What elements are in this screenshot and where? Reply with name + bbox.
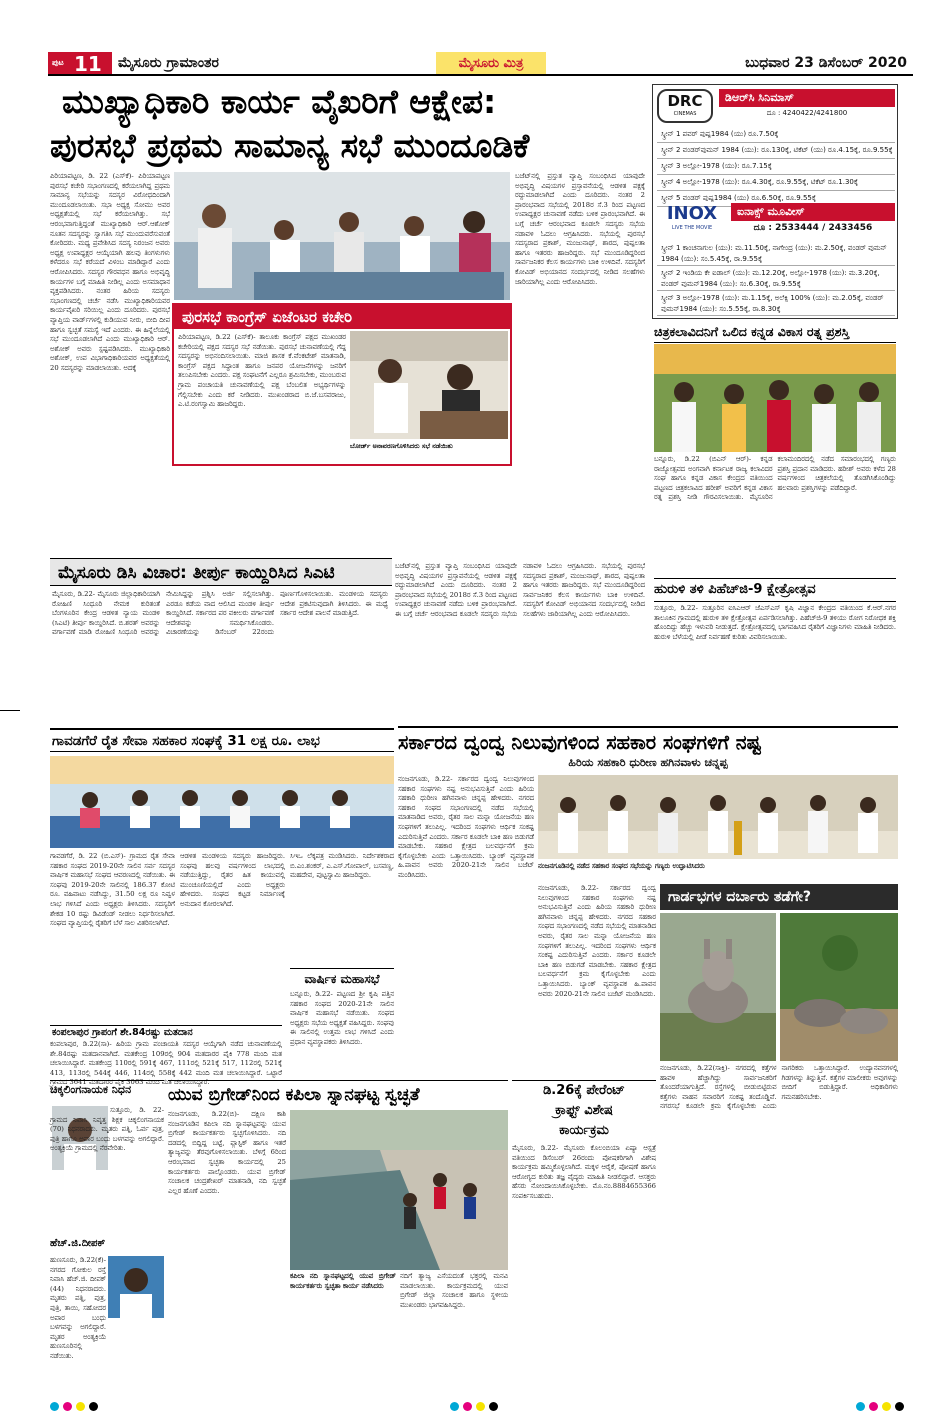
lead-headline-line2: ಪುರಸಭೆ ಪ್ರಥಮ ಸಾಮಾನ್ಯ ಸಭೆ ಮುಂದೂಡಿಕೆ <box>50 126 530 165</box>
obit2-headline: ಹೆಚ್.ಜಿ.ದೀಪಕ್ <box>50 1238 106 1249</box>
inox-logo <box>657 203 727 237</box>
portrait-icon <box>108 1256 164 1318</box>
inox-title-bar <box>731 203 895 221</box>
lead-body-right: ಬಜೆಟ್‌ನಲ್ಲಿ ಪ್ರಸ್ತುತ ವ್ಯಾಪ್ತಿ ಸಂಬಂಧಿಸಿದ ಯಾವುದೇ ಅಭಿವೃದ್ಧಿ ವಿಷಯಗಳ ಪ್ರಸ್ತಾವನೆಯಲ್ಲಿ ಆಡಳಿತ ಪಕ್ಷಕ್ಕೆ ರದ್ದುಮಾಡಲಾಗಿದೆ ಎಂದು ದೂರಿದರು. ನಂತರ 2 ಪ್ರಾರಂಭವಾದ ಸಭೆಯಲ್ಲಿ 2018ರ ಸೆ.3 ರಿಂದ ಪಟ್ಟಣದ ಉಪಾಧ್ಯಕ್ಷರ ಚುನಾವಣೆ ನಡೆದು ಬಳಿಕ ಪ್ರಾರಂಭವಾಗಿದೆ. ಈ ಬಗ್ಗೆ ಚರ್ಚೆ ಆರಂಭವಾದ ಕೂಡಲೇ ಸದಸ್ಯರು ಸಭೆಯ ನಡಾವಳಿ ಓದಲು ಆಗ್ರಹಿಸಿದರು. ಸಭೆಯಲ್ಲಿ ಪುರಸಭೆ ಸದಸ್ಯರಾದ ಪ್ರಕಾಶ್, ಮಂಜುನಾಥ್, ಶಾರದ, ಪುಷ್ಪಲತಾ ಹಾಗೂ ಇತರರು ಹಾಜರಿದ್ದರು. ಸಭೆ ಮುಂದೂಡಿದ್ದರಿಂದ ಸಾರ್ವಜನಿಕರ ಕೆಲಸ ಕಾರ್ಯಗಳು ಬಾಕಿ ಉಳಿದಿವೆ. ಸದಸ್ಯರಿಗೆ ಕೋವಿಡ್ ಅಭಿಯಾನದ ಸಂದರ್ಭದಲ್ಲಿ ನೀಡಿದ ಸಲಹೆಗಳು ಜಾರಿಯಾಗಿಲ್ಲ ಎಂದು ಆರೋಪಿಸಿದರು. <box>515 172 645 286</box>
youth-photo-caption: ಕಪಿಲಾ ನದಿ ಸ್ನಾನಘಟ್ಟದಲ್ಲಿ ಯುವ ಬ್ರಿಗೇಡ್ ಕಾರ್ಯಕರ್ತರು ಸ್ವಚ್ಛತಾ ಕಾರ್ಯ ನಡೆಸಿದರು <box>290 1272 396 1290</box>
dc-headline-bar <box>50 558 392 586</box>
obit2-body: ಹುಣಸೂರು, ಡಿ.22(ಕೆ)- ನಗರದ ಗೋಕುಲ ರಸ್ತೆ ನಿವಾಸಿ ಹೆಚ್.ಜಿ. ದೀಪಕ್ (44) ನಿಧನರಾದರು. ಮೃತರು ಪತ್ನಿ, ಪುತ್ರ, ಪುತ್ರಿ, ತಾಯಿ, ಸಹೋದರ ಅಪಾರ ಬಂಧು ಬಳಗವನ್ನು ಅಗಲಿದ್ದಾರೆ. ಮೃತರ ಅಂತ್ಯಕ್ರಿಯೆ ಹುಣಸೂರಿನಲ್ಲಿ ನಡೆಯಿತು. <box>50 1256 106 1360</box>
page-number: 11 <box>74 52 102 76</box>
garden-photo-1 <box>660 913 776 1061</box>
office-illustration <box>350 331 508 439</box>
award-headline: ಚಿತ್ರಕಲಾವಿದನಿಗೆ ಒಲಿದ ಕನ್ನಡ ವಿಕಾಸ ರತ್ನ ಪ್ರಶಸ್ತಿ <box>654 322 896 343</box>
inox-row: ಸ್ಕ್ರೀನ್ 3 ಅಲ್ಲೋ-1978 (ಯು): ಮ.1.15ಕ್ಕೆ, ಅಲೆಕ್ಸಿ 100% (ಯು): ಮ.2.05ಕ್ಕೆ, ವಂಡರ್ ವುಮನ್1984 (ಯು): ಸಂ.5.55ಕ್ಕೆ, ರಾ.8.30ಕ್ಕೆ <box>657 291 895 316</box>
inox-schedule <box>657 241 895 316</box>
annual-headline: ವಾರ್ಷಿಕ ಮಹಾಸಭೆ <box>290 968 394 989</box>
obit1-headline: ಚಿಕ್ಕಲಿಂಗನಾಯಕ ನಿಧನ <box>50 1080 164 1099</box>
garden-photo-2 <box>780 913 898 1061</box>
inox-title: ಐನಾಕ್ಸ್ ಮೂವೀಸ್ <box>737 205 805 218</box>
cinema-box <box>652 84 898 319</box>
award-body: ಬನ್ನೂರು, ಡಿ.22 (ಬಿಎನ್ ಆರ್)- ಕನ್ನಡ ರಾಜ್ಯೋತ್ಸವದ ಅಂಗವಾಗಿ ಕರ್ನಾಟಕ ರಾಜ್ಯ ಕಲಾವಿದರ ಸಂಘ ಹಾಗೂ ಕನ್ನಡ ವಿಕಾಸ ಕೇಂದ್ರದ ವತಿಯಿಂದ ಪಟ್ಟಣದ ಚಿತ್ರಕಲಾವಿದ ಹರೀಶ್ ಅವರಿಗೆ ಕನ್ನಡ ವಿಕಾಸ ರತ್ನ ಪ್ರಶಸ್ತಿ ನೀಡಿ ಗೌರವಿಸಲಾಯಿತು. ಮೈಸೂರಿನ ಕಲಾಮಂದಿರದಲ್ಲಿ ನಡೆದ ಸಮಾರಂಭದಲ್ಲಿ ಗಣ್ಯರು ಪ್ರಶಸ್ತಿ ಪ್ರದಾನ ಮಾಡಿದರು. ಹರೀಶ್ ಅವರು ಕಳೆದ 28 ವರ್ಷಗಳಿಂದ ಚಿತ್ರಕಲೆಯಲ್ಲಿ ತೊಡಗಿಸಿಕೊಂಡಿದ್ದು ಹಲವಾರು ಪ್ರಶಸ್ತಿಗಳನ್ನು ಪಡೆದಿದ್ದಾರೆ. <box>654 455 896 502</box>
registration-dot <box>476 1402 485 1411</box>
dc-body: ಮೈಸೂರು, ಡಿ.22- ಮೈಸೂರು ಜಿಲ್ಲಾಧಿಕಾರಿಯಾಗಿ ರೋಹಿಣಿ ಸಿಂಧೂರಿ ನೇಮಕ ಕುರಿತಂತೆ ಬೆಂಗಳೂರಿನ ಕೇಂದ್ರ ಆಡಳಿತ ನ್ಯಾಯ ಮಂಡಳಿ (ಸಿಎಟಿ) ತೀರ್ಪು ಕಾಯ್ದಿರಿಸಿದೆ. ಬಿ.ಶರತ್ ಅವರನ್ನು ವರ್ಗಾವಣೆ ಮಾಡಿ ರೋಹಿಣಿ ಸಿಂಧೂರಿ ಅವರನ್ನು ನೇಮಿಸಿದ್ದನ್ನು ಪ್ರಶ್ನಿಸಿ ಅರ್ಜಿ ಸಲ್ಲಿಸಲಾಗಿತ್ತು. ಎರಡೂ ಕಡೆಯ ವಾದ ಆಲಿಸಿದ ಮಂಡಳಿ ತೀರ್ಪು ಕಾಯ್ದಿರಿಸಿದೆ. ಸರ್ಕಾರದ ಪರ ವಕೀಲರು ವರ್ಗಾವಣೆ ಆದೇಶವನ್ನು ಸಮರ್ಥಿಸಿಕೊಂಡರು. ವಿಚಾರಣೆಯನ್ನು ಡಿಸೆಂಬರ್ 22ರಂದು ಪೂರ್ಣಗೊಳಿಸಲಾಯಿತು. ಮಂಡಳಿಯ ಸದಸ್ಯರು ಆದೇಶ ಪ್ರಕಟಿಸುವುದಾಗಿ ತಿಳಿಸಿದರು. ಈ ಮಧ್ಯೆ ಸರ್ಕಾರ ಆದೇಶ ಪಾಲನೆ ಮಾಡುತ್ತಿದೆ. <box>52 590 388 637</box>
drc-logo <box>657 89 713 123</box>
registration-dot <box>895 1402 904 1411</box>
crop-mark <box>0 710 20 711</box>
page-label: ಪುಟ <box>52 58 64 67</box>
donkey-illustration <box>660 913 776 1061</box>
lead-photo <box>174 172 510 300</box>
cooperative-meeting-illustration <box>50 756 394 848</box>
registration-dot <box>463 1402 472 1411</box>
dec26-headline-3: ಕಾರ್ಯಕ್ರಮ <box>559 1123 609 1138</box>
youth-body-left: ನಂಜನಗೂಡು, ಡಿ.22(ಬಿ)- ದಕ್ಷಿಣ ಕಾಶಿ ನಂಜನಗೂಡಿನ ಕಪಿಲಾ ನದಿ ಸ್ನಾನಘಟ್ಟವನ್ನು ಯುವ ಬ್ರಿಗೇಡ್ ಕಾರ್ಯಕರ್ತರು ಸ್ವಚ್ಛಗೊಳಿಸಿದರು. ನದಿ ದಡದಲ್ಲಿ ಬಿದ್ದಿದ್ದ ಬಟ್ಟೆ, ಪ್ಲಾಸ್ಟಿಕ್ ಹಾಗೂ ಇತರೆ ತ್ಯಾಜ್ಯವನ್ನು ತೆರವುಗೊಳಿಸಲಾಯಿತು. ಬೆಳಿಗ್ಗೆ 6ರಿಂದ ಆರಂಭವಾದ ಸ್ವಚ್ಛತಾ ಕಾರ್ಯದಲ್ಲಿ 25 ಕಾರ್ಯಕರ್ತರು ಪಾಲ್ಗೊಂಡರು. ಯುವ ಬ್ರಿಗೇಡ್ ಸಂಚಾಲಕ ಚಂದ್ರಶೇಖರ್ ಮಾತನಾಡಿ, ನದಿ ಸ್ವಚ್ಛತೆ ಎಲ್ಲರ ಹೊಣೆ ಎಂದರು. <box>168 1110 286 1195</box>
cooperative-body: ಗಾವಡಗೆರೆ, ಡಿ. 22 (ಬಿ.ಎಸ್)- ಗ್ರಾಮದ ರೈತ ಸೇವಾ ಸಹಕಾರ ಸಂಘದ 2019-20ನೇ ಸಾಲಿನ ಸರ್ವ ಸದಸ್ಯರ ವಾರ್ಷಿಕ ಮಹಾಸಭೆ ಸಂಘದ ಆವರಣದಲ್ಲಿ ನಡೆಯಿತು. ಈ ಸಂಘವು 2019-20ನೇ ಸಾಲಿನಲ್ಲಿ 186.37 ಕೋಟಿ ರೂ. ವಹಿವಾಟು ನಡೆಸಿದ್ದು, 31.50 ಲಕ್ಷ ರೂ ನಿವ್ವಳ ಲಾಭ ಗಳಿಸಿದೆ ಎಂದು ಅಧ್ಯಕ್ಷರು ತಿಳಿಸಿದರು. ಸದಸ್ಯರಿಗೆ ಶೇಕಡ 10 ರಷ್ಟು ಡಿವಿಡೆಂಡ್ ನೀಡಲು ನಿರ್ಧರಿಸಲಾಗಿದೆ. ಸಂಘದ ವ್ಯಾಪ್ತಿಯಲ್ಲಿ ರೈತರಿಗೆ ಬೆಳೆ ಸಾಲ ವಿತರಿಸಲಾಗಿದೆ. <box>50 852 175 928</box>
cooperative-headline-bar <box>50 728 394 752</box>
youth-headline: ಯುವ ಬ್ರಿಗೇಡ್‌ನಿಂದ ಕಪಿಲಾ ಸ್ನಾನಘಟ್ಟ ಸ್ವಚ್ಛತೆ <box>168 1080 508 1109</box>
lead-body-left: ಪಿರಿಯಾಪಟ್ಟಣ, ಡಿ. 22 (ಎಸ್‌ಕೆ)- ಪಿರಿಯಾಪಟ್ಟಣ ಪುರಸಭೆ ಕಚೇರಿ ಸಭಾಂಗಣದಲ್ಲಿ ಕರೆಯಲಾಗಿದ್ದ ಪ್ರಥಮ ಸಾಮಾನ್ಯ ಸಭೆಯನ್ನು ಸದಸ್ಯರ ವಿರೋಧದಿಂದಾಗಿ ಮುಂದೂಡಲಾಯಿತು. ಸಭಾ ಅಧ್ಯಕ್ಷ ಸೋಮು ಅವರ ಅಧ್ಯಕ್ಷತೆಯಲ್ಲಿ ಸಭೆ ಕರೆಯಲಾಗಿತ್ತು. ಸಭೆ ಆರಂಭವಾಗುತ್ತಿದ್ದಂತೆ ಮುಖ್ಯಾಧಿಕಾರಿ ಆರ್.ಆಶೋಕ್ ನೂತನ ಸದಸ್ಯರನ್ನು ಸ್ವಾಗತಿಸಿ ಸಭೆ ಮುಂದುವರೆಸುವಂತೆ ಕೋರಿದರು. ಮಧ್ಯ ಪ್ರವೇಶಿಸಿದ ಸದಸ್ಯ ನಿರಂಜನ ಅವರು ಅಧ್ಯಕ್ಷ ಉಪಾಧ್ಯಕ್ಷರ ಆಯ್ಕೆಯಾಗಿ ಹಲವು ತಿಂಗಳುಗಳು ಕಳೆದರೂ ಸಭೆ ಕರೆಯದೆ ವಿಳಂಬ ಮಾಡಿದ್ದಾರೆ ಎಂದು ಆರೋಪಿಸಿದರು. ಸದಸ್ಯರ ಗೌರವಧನ ಹಾಗೂ ಅಭಿವೃದ್ಧಿ ಕಾರ್ಯಗಳ ಬಗ್ಗೆ ಮಾಹಿತಿ ನೀಡಿಲ್ಲ ಎಂದು ಅಸಮಾಧಾನ ವ್ಯಕ್ತಪಡಿಸಿದರು. ನಂತರ ಹಿರಿಯ ಸದಸ್ಯರು ಸಭಾಂಗಣದಲ್ಲಿ ಚರ್ಚೆ ನಡೆಸಿ ಮುಖ್ಯಾಧಿಕಾರಿಯವರ ಕಾರ್ಯವೈಖರಿ ಸರಿಯಿಲ್ಲ ಎಂದು ದೂರಿದರು. ಪುರಸಭೆ ವ್ಯಾಪ್ತಿಯ ವಾರ್ಡ್‌ಗಳಲ್ಲಿ ಕುಡಿಯುವ ನೀರು, ಬೀದಿ ದೀಪ ಹಾಗೂ ಸ್ವಚ್ಛತೆ ಸಮಸ್ಯೆ ಇದೆ ಎಂದರು. ಈ ಹಿನ್ನೆಲೆಯಲ್ಲಿ ಸಭೆ ಮುಂದೂಡಲಾಗಿದೆ ಎಂದು ಮುಖ್ಯಾಧಿಕಾರಿ ಆರ್. ಅಶೋಕ್ ಅವರು ಸ್ಪಷ್ಟಪಡಿಸಿದರು. ಮುಖ್ಯಾಧಿಕಾರಿ ಅಶೋಕ್, ಉಪ ವಿಭಾಗಾಧಿಕಾರಿಯವರ ಅಧ್ಯಕ್ಷತೆಯಲ್ಲಿ 20 ಸದಸ್ಯರನ್ನು ಮಾಡಲಾಯಿತು. ಅದಕ್ಕೆ <box>50 172 170 372</box>
inox-logo-text: INOX <box>666 203 718 224</box>
govt-body-continuation: ನಂಜನಗೂಡು, ಡಿ.22- ಸರ್ಕಾರದ ದ್ವಂದ್ವ ನಿಲುವುಗಳಿಂದ ಸಹಕಾರ ಸಂಘಗಳು ನಷ್ಟ ಅನುಭವಿಸುತ್ತಿವೆ ಎಂದು ಹಿರಿಯ ಸಹಕಾರಿ ಧುರೀಣ ಹಗಿನವಾಳು ಚನ್ನಪ್ಪ ಹೇಳಿದರು. ನಗರದ ಸಹಕಾರ ಸಂಘದ ಸಭಾಂಗಣದಲ್ಲಿ ನಡೆದ ಸಭೆಯಲ್ಲಿ ಮಾತನಾಡಿದ ಅವರು, ರೈತರ ಸಾಲ ಮನ್ನಾ ಯೋಜನೆಯ ಹಣ ಸಂಘಗಳಿಗೆ ತಲುಪಿಲ್ಲ. ಇದರಿಂದ ಸಂಘಗಳು ಆರ್ಥಿಕ ಸಂಕಷ್ಟ ಎದುರಿಸುತ್ತಿವೆ ಎಂದರು. ಸರ್ಕಾರ ಕೂಡಲೇ ಬಾಕಿ ಹಣ ಬಿಡುಗಡೆ ಮಾಡಬೇಕು. ಸಹಕಾರ ಕ್ಷೇತ್ರದ ಬಲವರ್ಧನೆಗೆ ಕ್ರಮ ಕೈಗೊಳ್ಳಬೇಕು ಎಂದು ಒತ್ತಾಯಿಸಿದರು. ಬ್ಯಾಂಕ್ ವ್ಯವಸ್ಥಾಪಕ ಹಿ.ಪಾವನ ಅವರು 2020-21ನೇ ಸಾಲಿನ ಬಜೆಟ್ ಮಂಡಿಸಿದರು. <box>538 884 656 998</box>
registration-dot <box>489 1402 498 1411</box>
registration-dot <box>450 1402 459 1411</box>
drc-row: ಸ್ಕ್ರೀನ್ 4 ಅಲ್ಲೋ-1978 (ಯು): ರೂ.4.30ಕ್ಕೆ, ರೂ.9.55ಕ್ಕೆ, ಟಿಕೆಟ್ ರೂ.1.30ಕ್ಕೆ <box>657 175 895 191</box>
registration-dot <box>63 1402 72 1411</box>
kampalapura-body: ಕಂಪಲಾಪುರ, ಡಿ.22(ಸಾ)- ಹಿರಿಯ ಗ್ರಾಮ ಪಂಚಾಯತಿ ಸದಸ್ಯರ ಆಯ್ಕೆಗಾಗಿ ನಡೆದ ಚುನಾವಣೆಯಲ್ಲಿ ಶೇ.84ರಷ್ಟು ಮತದಾನವಾಗಿದೆ. ಮತಕೇಂದ್ರ 109ರಲ್ಲಿ 904 ಮತದಾರರ ಪೈಕಿ 778 ಮಂದಿ ಮತ ಚಲಾಯಿಸಿದ್ದಾರೆ. ಮತಕೇಂದ್ರ 110ರಲ್ಲಿ 591ಕ್ಕೆ 467, 111ರಲ್ಲಿ 521ಕ್ಕೆ 517, 112ರಲ್ಲಿ 521ಕ್ಕೆ 413, 113ರಲ್ಲಿ 544ಕ್ಕೆ 446, 114ರಲ್ಲಿ 558ಕ್ಕೆ 442 ಮಂದಿ ಮತ ಚಲಾಯಿಸಿದ್ದಾರೆ. ಒಟ್ಟಾರೆ ಗ್ರಾಮದ 3641 ಮತದಾರರ ಪೈಕಿ 3063 ಮಂದಿ ಮತ ಚಲಾಯಿಸಿದ್ದಾರೆ. <box>50 1040 282 1087</box>
drc-row: ಸ್ಕ್ರೀನ್ 5 ವಂಡರ್ ಪುಷ್ಪ1984 (ಯು) ರೂ.6.50ಕ್ಕೆ, ರೂ.9.55ಕ್ಕೆ <box>657 191 895 207</box>
congress-headline: ಪುರಸಭೆ ಕಾಂಗ್ರೆಸ್ ಏಜೆಂಟರ ಕಚೇರಿ <box>182 308 353 326</box>
meeting-illustration <box>174 172 510 300</box>
dec26-headline-box <box>512 1080 656 1140</box>
lead-headline-line1: ಮುಖ್ಯಾಧಿಕಾರಿ ಕಾರ್ಯ ವೈಖರಿಗೆ ಆಕ್ಷೇಪ: <box>62 82 497 121</box>
lead-body-continuation: ಬಜೆಟ್‌ನಲ್ಲಿ ಪ್ರಸ್ತುತ ವ್ಯಾಪ್ತಿ ಸಂಬಂಧಿಸಿದ ಯಾವುದೇ ಅಭಿವೃದ್ಧಿ ವಿಷಯಗಳ ಪ್ರಸ್ತಾವನೆಯಲ್ಲಿ ಆಡಳಿತ ಪಕ್ಷಕ್ಕೆ ರದ್ದುಮಾಡಲಾಗಿದೆ ಎಂದು ದೂರಿದರು. ನಂತರ 2 ಪ್ರಾರಂಭವಾದ ಸಭೆಯಲ್ಲಿ 2018ರ ಸೆ.3 ರಿಂದ ಪಟ್ಟಣದ ಉಪಾಧ್ಯಕ್ಷರ ಚುನಾವಣೆ ನಡೆದು ಬಳಿಕ ಪ್ರಾರಂಭವಾಗಿದೆ. ಈ ಬಗ್ಗೆ ಚರ್ಚೆ ಆರಂಭವಾದ ಕೂಡಲೇ ಸದಸ್ಯರು ಸಭೆಯ ನಡಾವಳಿ ಓದಲು ಆಗ್ರಹಿಸಿದರು. ಸಭೆಯಲ್ಲಿ ಪುರಸಭೆ ಸದಸ್ಯರಾದ ಪ್ರಕಾಶ್, ಮಂಜುನಾಥ್, ಶಾರದ, ಪುಷ್ಪಲತಾ ಹಾಗೂ ಇತರರು ಹಾಜರಿದ್ದರು. ಸಭೆ ಮುಂದೂಡಿದ್ದರಿಂದ ಸಾರ್ವಜನಿಕರ ಕೆಲಸ ಕಾರ್ಯಗಳು ಬಾಕಿ ಉಳಿದಿವೆ. ಸದಸ್ಯರಿಗೆ ಕೋವಿಡ್ ಅಭಿಯಾನದ ಸಂದರ್ಭದಲ್ಲಿ ನೀಡಿದ ಸಲಹೆಗಳು ಜಾರಿಯಾಗಿಲ್ಲ ಎಂದು ಆರೋಪಿಸಿದರು. <box>395 562 645 618</box>
kampalapura-headline: ಕಂಪಲಾಪುರ ಗ್ರಾಪಂಗೆ ಶೇ.84ರಷ್ಟು ಮತದಾನ <box>52 1027 193 1038</box>
annual-body: ಬನ್ನೂರು, ಡಿ.22- ಪಟ್ಟಣದ ಶ್ರೀ ಕೃಷಿ ಪತ್ತಿನ ಸಹಕಾರ ಸಂಘದ 2020-21ನೇ ಸಾಲಿನ ವಾರ್ಷಿಕ ಮಹಾಸಭೆ ನಡೆಯಿತು. ಸಂಘದ ಅಧ್ಯಕ್ಷರು ಸಭೆಯ ಅಧ್ಯಕ್ಷತೆ ವಹಿಸಿದ್ದರು. ಸಂಘವು ಈ ಸಾಲಿನಲ್ಲಿ ಉತ್ತಮ ಲಾಭ ಗಳಿಸಿದೆ ಎಂದು ಪ್ರಧಾನ ವ್ಯವಸ್ಥಾಪಕರು ತಿಳಿಸಿದರು. <box>290 990 394 1046</box>
masthead-box <box>436 52 546 74</box>
drc-logo-text: DRC <box>667 92 703 110</box>
dc-headline: ಮೈಸೂರು ಡಿಸಿ ವಿಚಾರ: ತೀರ್ಪು ಕಾಯ್ದಿರಿಸಿದ ಸಿಎಟಿ <box>58 563 335 583</box>
govt-event-illustration <box>538 775 898 859</box>
award-illustration <box>654 344 896 452</box>
kampalapura-box <box>50 1025 282 1087</box>
cooperative-body-3: ಸಿಇಒ ಲೆಕ್ಕಪತ್ರ ಮಂಡಿಸಿದರು. ನಿರ್ದೇಶಕರಾದ ಬಿ.ಎಂ.ಶಂಕರ್, ಎ.ಎಸ್.ಗೋಪಾಲ್, ಬಸವಣ್ಣ, ಮಹದೇವ, ಪುಟ್ಟಸ್ವಾಮಿ ಹಾಜರಿದ್ದರು. <box>290 852 394 880</box>
cooperative-headline: ಗಾವಡಗೆರೆ ರೈತ ಸೇವಾ ಸಹಕಾರ ಸಂಘಕ್ಕೆ 31 ಲಕ್ಷ ರೂ. ಲಾಭ <box>52 733 320 749</box>
issue-date: ಬುಧವಾರ 23 ಡಿಸೆಂಬರ್ 2020 <box>745 55 907 71</box>
obit2-photo <box>108 1256 164 1318</box>
congress-story-box <box>172 303 512 466</box>
govt-body: ನಂಜನಗೂಡು, ಡಿ.22- ಸರ್ಕಾರದ ದ್ವಂದ್ವ ನಿಲುವುಗಳಿಂದ ಸಹಕಾರ ಸಂಘಗಳು ನಷ್ಟ ಅನುಭವಿಸುತ್ತಿವೆ ಎಂದು ಹಿರಿಯ ಸಹಕಾರಿ ಧುರೀಣ ಹಗಿನವಾಳು ಚನ್ನಪ್ಪ ಹೇಳಿದರು. ನಗರದ ಸಹಕಾರ ಸಂಘದ ಸಭಾಂಗಣದಲ್ಲಿ ನಡೆದ ಸಭೆಯಲ್ಲಿ ಮಾತನಾಡಿದ ಅವರು, ರೈತರ ಸಾಲ ಮನ್ನಾ ಯೋಜನೆಯ ಹಣ ಸಂಘಗಳಿಗೆ ತಲುಪಿಲ್ಲ. ಇದರಿಂದ ಸಂಘಗಳು ಆರ್ಥಿಕ ಸಂಕಷ್ಟ ಎದುರಿಸುತ್ತಿವೆ ಎಂದರು. ಸರ್ಕಾರ ಕೂಡಲೇ ಬಾಕಿ ಹಣ ಬಿಡುಗಡೆ ಮಾಡಬೇಕು. ಸಹಕಾರ ಕ್ಷೇತ್ರದ ಬಲವರ್ಧನೆಗೆ ಕ್ರಮ ಕೈಗೊಳ್ಳಬೇಕು ಎಂದು ಒತ್ತಾಯಿಸಿದರು. ಬ್ಯಾಂಕ್ ವ್ಯವಸ್ಥಾಪಕ ಹಿ.ಪಾವನ ಅವರು 2020-21ನೇ ಸಾಲಿನ ಬಜೆಟ್ ಮಂಡಿಸಿದರು. <box>398 775 534 879</box>
govt-photo <box>538 775 898 859</box>
inox-row: ಸ್ಕ್ರೀನ್ 1 ಕಾಂಚನಾಗುಲ (ಯು): ಮ.11.50ಕ್ಕೆ, ನಾಗೇಂದ್ರ (ಯು): ಮ.2.50ಕ್ಕೆ, ವಂಡರ್ ವುಮನ್ 1984 (ಯು): ಸಂ.5.45ಕ್ಕೆ, ರಾ.9.55ಕ್ಕೆ <box>657 241 895 266</box>
youth-body-right: ನದಿಗೆ ತ್ಯಾಜ್ಯ ಎಸೆಯದಂತೆ ಭಕ್ತರಲ್ಲಿ ಮನವಿ ಮಾಡಲಾಯಿತು. ಕಾರ್ಯಕ್ರಮದಲ್ಲಿ ಯುವ ಬ್ರಿಗೇಡ್ ಜಿಲ್ಲಾ ಸಂಚಾಲಕ ಹಾಗೂ ಸ್ಥಳೀಯ ಮುಖಂಡರು ಭಾಗವಹಿಸಿದ್ದರು. <box>400 1272 508 1309</box>
congress-caption: ಬೋರ್ಡ್ ಅನಾವರಣಗೊಳಿಸಿದರು ಸಭೆ ನಡೆಯಿತು <box>350 442 453 450</box>
lead-body-bottom <box>395 562 645 724</box>
dec26-headline-1: ಡಿ.26ಕ್ಕೆ ಪೇರೆಂಟ್ <box>543 1083 625 1098</box>
registration-marks <box>50 1402 910 1414</box>
registration-dot <box>869 1402 878 1411</box>
section-title: ಮೈಸೂರು ಗ್ರಾಮಾಂತರ <box>118 55 219 71</box>
inox-logo-sub: LIVE THE MOVIE <box>671 225 713 231</box>
drc-title-bar <box>719 89 895 107</box>
obit1-body: ಸುತ್ತೂರು, ಡಿ. 22- ಗ್ರಾಮದ ನಿವಾಸಿ ನಿವೃತ್ತ ಶಿಕ್ಷಕ ಚಿಕ್ಕಲಿಂಗನಾಯಕ (70) ನಿಧನರಾದರು. ಮೃತರು ಪತ್ನಿ, ಓರ್ವ ಪುತ್ರ, ಪುತ್ರಿ ಹಾಗೂ ಅಪಾರ ಬಂಧು ಬಳಗವನ್ನು ಅಗಲಿದ್ದಾರೆ. ಅಂತ್ಯಕ್ರಿಯೆ ಗ್ರಾಮದಲ್ಲಿ ನೆರವೇರಿತು. <box>50 1106 164 1153</box>
drc-schedule <box>657 127 895 207</box>
masthead: ಮೈಸೂರು ಮಿತ್ರ <box>458 56 524 71</box>
inox-row: ಸ್ಕ್ರೀನ್ 2 ಇಂಡಿಯ ಕೇ ಐಡಾಲ್ (ಯು): ಮ.12.20ಕ್ಕೆ, ಅಲ್ಲೋ-1978 (ಯು): ಮ.3.20ಕ್ಕೆ, ವಂಡರ್ ವುಮನ್1984 (ಯು): ಸಂ.6.30ಕ್ಕೆ, ರಾ.9.55ಕ್ಕೆ <box>657 266 895 291</box>
garden-body: ನಂಜನಗೂಡು, ಡಿ.22(ಸಾಕ್ತಿ)- ನಗರದಲ್ಲಿ ಕತ್ತೆಗಳ ಹಾವಳಿ ಹೆಚ್ಚಾಗಿದ್ದು ಸಾರ್ವಜನಿಕರಿಗೆ ತೊಂದರೆಯಾಗುತ್ತಿದೆ. ರಸ್ತೆಗಳಲ್ಲಿ ಬೀಡುಬಿಟ್ಟಿರುವ ಕತ್ತೆಗಳು ವಾಹನ ಸವಾರರಿಗೆ ಸಂಕಷ್ಟ ತಂದೊಡ್ಡಿವೆ. ನಗರಸಭೆ ಕೂಡಲೇ ಕ್ರಮ ಕೈಗೊಳ್ಳಬೇಕು ಎಂದು ನಾಗರಿಕರು ಒತ್ತಾಯಿಸಿದ್ದಾರೆ. ಉದ್ಯಾನವನಗಳಲ್ಲಿ ಗಿಡಗಳನ್ನು ತಿನ್ನುತ್ತಿವೆ. ಕತ್ತೆಗಳ ಮಾಲೀಕರು ಅವುಗಳನ್ನು ಬೀದಿಗೆ ಬಿಡುತ್ತಿದ್ದಾರೆ. ಅಧಿಕಾರಿಗಳು ಗಮನಹರಿಸಬೇಕು. <box>660 1064 898 1111</box>
garden-headline-bar <box>660 884 898 910</box>
congress-body: ಪಿರಿಯಾಪಟ್ಟಣ, ಡಿ.22 (ಎಸ್‌ಕೆ)- ತಾಲೂಕು ಕಾಂಗ್ರೆಸ್ ಪಕ್ಷದ ಮುಖಂಡರ ಕಚೇರಿಯಲ್ಲಿ ಪಕ್ಷದ ಸದಸ್ಯರ ಸಭೆ ನಡೆಯಿತು. ಪುರಸಭೆ ಚುನಾವಣೆಯಲ್ಲಿ ಗೆದ್ದ ಸದಸ್ಯರನ್ನು ಅಭಿನಂದಿಸಲಾಯಿತು. ಮಾಜಿ ಶಾಸಕ ಕೆ.ವೆಂಕಟೇಶ್ ಮಾತನಾಡಿ, ಕಾಂಗ್ರೆಸ್ ಪಕ್ಷದ ಸಿದ್ಧಾಂತ ಹಾಗೂ ಜನಪರ ಯೋಜನೆಗಳನ್ನು ಜನರಿಗೆ ತಲುಪಿಸಬೇಕು ಎಂದರು. ಪಕ್ಷ ಸಂಘಟನೆಗೆ ಎಲ್ಲರೂ ಶ್ರಮಿಸಬೇಕು, ಮುಂಬರುವ ಗ್ರಾಮ ಪಂಚಾಯತಿ ಚುನಾವಣೆಯಲ್ಲಿ ಪಕ್ಷ ಬೆಂಬಲಿತ ಅಭ್ಯರ್ಥಿಗಳನ್ನು ಗೆಲ್ಲಿಸಬೇಕು ಎಂದು ಕರೆ ನೀಡಿದರು. ಮುಖಂಡರಾದ ಬಿ.ಜೆ.ಬಸವರಾಜು, ಎ.ಟಿ.ರಂಗಸ್ವಾಮಿ ಹಾಜರಿದ್ದರು. <box>178 333 346 409</box>
govt-body-col2 <box>538 884 656 1079</box>
drc-phone: ದೂ : 4240422/4241800 <box>766 109 848 117</box>
congress-headline-bar <box>174 305 510 329</box>
congress-photo <box>350 331 508 439</box>
registration-dot <box>76 1402 85 1411</box>
inox-phone: ದೂ : 2533444 / 2433456 <box>753 223 873 233</box>
donkeys-garden-illustration <box>780 913 898 1061</box>
govt-subhead: ಹಿರಿಯ ಸಹಕಾರಿ ಧುರೀಣ ಹಗಿನವಾಳು ಚನ್ನಪ್ಪ <box>568 756 728 769</box>
award-photo <box>654 344 896 452</box>
drc-header <box>657 89 895 123</box>
inox-header <box>657 203 895 237</box>
dec26-body: ಮೈಸೂರು, ಡಿ.22- ಮೈಸೂರು ಕೊಲಂಬಿಯಾ ಏಷ್ಯಾ ಆಸ್ಪತ್ರೆ ವತಿಯಿಂದ ಡಿಸೆಂಬರ್ 26ರಂದು ಪೋಷಕರಿಗಾಗಿ ವಿಶೇಷ ಕಾರ್ಯಕ್ರಮ ಹಮ್ಮಿಕೊಳ್ಳಲಾಗಿದೆ. ಮಕ್ಕಳ ಆರೈಕೆ, ಪೋಷಣೆ ಹಾಗೂ ಆರೋಗ್ಯದ ಕುರಿತು ತಜ್ಞ ವೈದ್ಯರು ಮಾಹಿತಿ ನೀಡಲಿದ್ದಾರೆ. ಆಸಕ್ತರು ಹೆಸರು ನೋಂದಾಯಿಸಿಕೊಳ್ಳಬೇಕು. ಮೊ.ನಂ.8884655366 ಸಂಪರ್ಕಿಸಬಹುದು. <box>512 1144 656 1200</box>
youth-photo <box>290 1110 508 1270</box>
drc-row: ಸ್ಕ್ರೀನ್ 2 ವಂಡರ್‌ವುಮನ್ 1984 (ಯು): ರೂ.130ಕ್ಕೆ, ಟಿಕೆಟ್ (ಯು) ರೂ.4.15ಕ್ಕೆ, ರೂ.9.55ಕ್ಕೆ <box>657 143 895 159</box>
drc-row: ಸ್ಕ್ರೀನ್ 1 ಪವರ್ ಪುಷ್ಪ1984 (ಯು) ರೂ.7.50ಕ್ಕೆ <box>657 127 895 143</box>
registration-dot <box>856 1402 865 1411</box>
govt-headline: ಸರ್ಕಾರದ ದ್ವಂದ್ವ ನಿಲುವುಗಳಿಂದ ಸಹಕಾರ ಸಂಘಗಳಿಗೆ ನಷ್ಟ <box>398 726 898 758</box>
registration-dot <box>89 1402 98 1411</box>
registration-dot <box>50 1402 59 1411</box>
pmc-headline: ಹುರುಳಿ ತಳಿ ಪಿಹೆಚ್‌ಜಿ-9 ಕ್ಷೇತ್ರೋತ್ಸವ <box>654 578 896 602</box>
drc-title: ಡಿಆರ್‌ಸಿ ಸಿನಿಮಾಸ್ <box>725 91 794 104</box>
garden-headline: ಗಾರ್ಡಭಗಳ ದರ್ಬಾರು ತಡೆಗೇ? <box>668 889 812 905</box>
govt-photo-caption: ನಂಜನಗೂಡಿನಲ್ಲಿ ನಡೆದ ಸಹಕಾರ ಸಂಘದ ಸಭೆಯನ್ನು ಗಣ್ಯರು ಉದ್ಘಾಟಿಸಿದರು <box>538 862 705 870</box>
registration-dot <box>882 1402 891 1411</box>
page-header <box>48 52 913 76</box>
pmc-body: ಸುತ್ತೂರು, ಡಿ.22- ಸುತ್ತೂರಿನ ಐಸಿಎಆರ್ ಜೆಎಸ್‌ಎಸ್ ಕೃಷಿ ವಿಜ್ಞಾನ ಕೇಂದ್ರದ ವತಿಯಿಂದ ಕೆ.ಆರ್.ನಗರ ತಾಲೂಕಿನ ಗ್ರಾಮದಲ್ಲಿ ಹುರುಳಿ ತಳಿ ಕ್ಷೇತ್ರೋತ್ಸವ ಏರ್ಪಡಿಸಲಾಗಿತ್ತು. ಪಿಹೆಚ್‌ಜಿ-9 ತಳಿಯು ರೋಗ ನಿರೋಧಕ ಶಕ್ತಿ ಹೊಂದಿದ್ದು ಹೆಚ್ಚು ಇಳುವರಿ ನೀಡುತ್ತದೆ. ಕ್ಷೇತ್ರೋತ್ಸವದಲ್ಲಿ ಭಾಗವಹಿಸಿದ ರೈತರಿಗೆ ವಿಜ್ಞಾನಿಗಳು ಮಾಹಿತಿ ನೀಡಿದರು. ಹುರುಳಿ ಬೆಳೆಯಲ್ಲಿ ಪೀಡೆ ನಿರ್ವಹಣೆ ಕುರಿತು ವಿವರಿಸಲಾಯಿತು. <box>654 604 896 641</box>
river-cleanup-illustration <box>290 1110 508 1270</box>
cooperative-body-2: ಆಡಳಿತ ಮಂಡಳಿಯ ಸದಸ್ಯರು ಹಾಜರಿದ್ದರು. ಸಂಘವು ಹಲವು ವರ್ಷಗಳಿಂದ ಲಾಭದಲ್ಲಿ ನಡೆಯುತ್ತಿದ್ದು, ರೈತರ ಹಿತ ಕಾಯುವಲ್ಲಿ ಮುಂಚೂಣಿಯಲ್ಲಿದೆ ಎಂದು ಅಧ್ಯಕ್ಷರು ಹೇಳಿದರು. ಸಂಘದ ಕಟ್ಟಡ ನಿರ್ಮಾಣಕ್ಕೆ ಅನುದಾನ ಕೋರಲಾಗಿದೆ. <box>180 852 285 908</box>
drc-logo-sub: CINEMAS <box>673 111 697 117</box>
page-number-box <box>48 52 112 74</box>
dec26-headline-2: ಕ್ರಾಫ್ಟ್ ವಿಶೇಷ <box>555 1103 613 1118</box>
cooperative-photo <box>50 756 394 848</box>
drc-row: ಸ್ಕ್ರೀನ್ 3 ಅಲ್ಲೋ-1978 (ಯು): ರೂ.7.15ಕ್ಕೆ <box>657 159 895 175</box>
